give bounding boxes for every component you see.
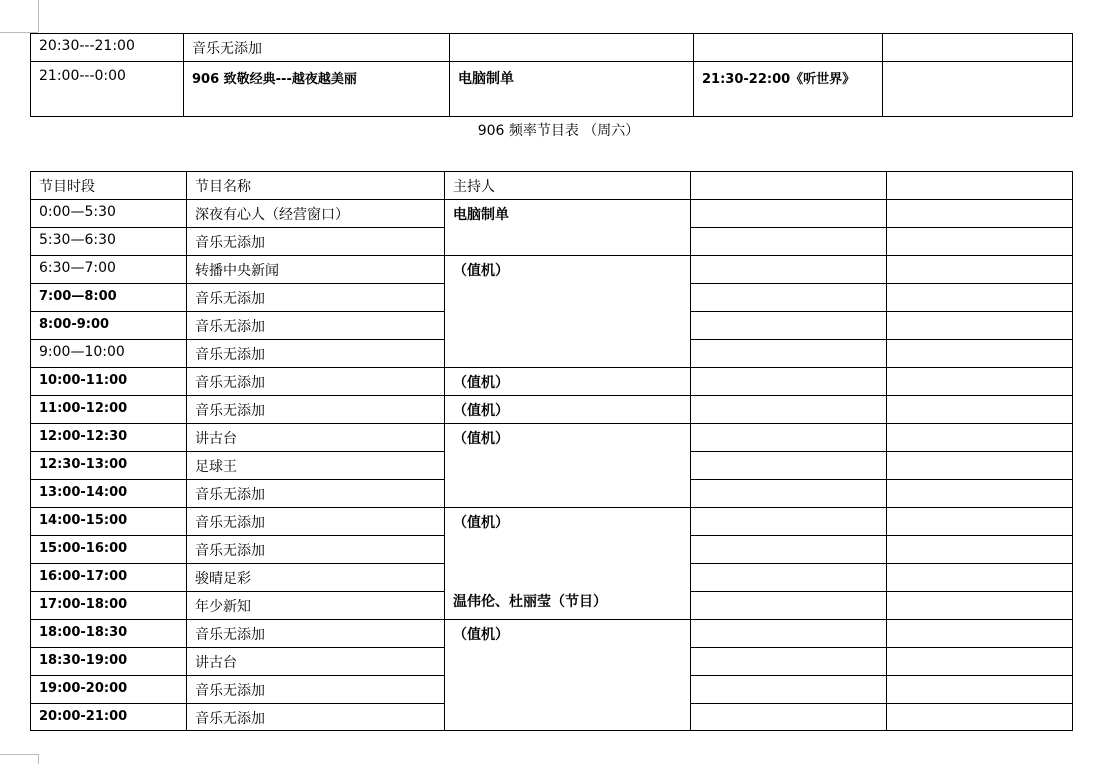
program-name-cell: 音乐无添加 [187, 704, 445, 731]
extra-cell [691, 648, 887, 676]
time-cell: 12:30-13:00 [31, 452, 187, 480]
extra-cell [887, 592, 1073, 620]
table-row [31, 200, 1073, 228]
host-cell: （值机） [445, 424, 691, 508]
program-name-cell: 深夜有心人（经营窗口） [187, 200, 445, 228]
extra-cell [691, 396, 887, 424]
time-cell: 14:00-15:00 [31, 508, 187, 536]
column-header-extra [691, 172, 887, 200]
page-corner-mark [38, 754, 39, 764]
extra-cell [883, 62, 1073, 117]
extra-cell [887, 704, 1073, 731]
column-header-host: 主持人 [445, 172, 691, 200]
table-row [31, 34, 1073, 62]
page-corner-mark [0, 754, 38, 755]
note-cell: 21:30-22:00《听世界》 [694, 62, 883, 117]
time-cell: 11:00-12:00 [31, 396, 187, 424]
extra-cell [887, 452, 1073, 480]
extra-cell [887, 256, 1073, 284]
time-cell: 16:00-17:00 [31, 564, 187, 592]
program-name-cell: 骏晴足彩 [187, 564, 445, 592]
program-name-cell: 音乐无添加 [187, 284, 445, 312]
extra-cell [887, 312, 1073, 340]
host-cell: （值机） [445, 620, 691, 731]
program-name-cell: 音乐无添加 [187, 536, 445, 564]
host-cell: （值机） [445, 256, 691, 368]
extra-cell [887, 676, 1073, 704]
program-name-cell: 音乐无添加 [187, 620, 445, 648]
program-name-cell: 讲古台 [187, 424, 445, 452]
column-header-name: 节目名称 [187, 172, 445, 200]
extra-cell [691, 704, 887, 731]
program-name-cell: 音乐无添加 [187, 228, 445, 256]
extra-cell [883, 34, 1073, 62]
extra-cell [694, 34, 883, 62]
extra-cell [887, 424, 1073, 452]
time-cell: 10:00-11:00 [31, 368, 187, 396]
extra-cell [691, 340, 887, 368]
program-name-cell: 讲古台 [187, 648, 445, 676]
extra-cell [691, 508, 887, 536]
extra-cell [887, 228, 1073, 256]
schedule-table-saturday [30, 171, 1073, 731]
time-cell: 13:00-14:00 [31, 480, 187, 508]
program-name-cell: 音乐无添加 [187, 368, 445, 396]
host-cell: （值机） [445, 368, 691, 396]
extra-cell [887, 564, 1073, 592]
extra-cell [691, 564, 887, 592]
extra-cell [887, 368, 1073, 396]
time-cell: 15:00-16:00 [31, 536, 187, 564]
time-cell: 19:00-20:00 [31, 676, 187, 704]
extra-cell [887, 200, 1073, 228]
time-cell: 21:00---0:00 [31, 62, 184, 117]
program-name-cell: 音乐无添加 [187, 508, 445, 536]
program-name-cell: 音乐无添加 [187, 396, 445, 424]
time-cell: 7:00—8:00 [31, 284, 187, 312]
extra-cell [691, 368, 887, 396]
extra-cell [887, 480, 1073, 508]
extra-cell [887, 536, 1073, 564]
table-header-row [31, 172, 1073, 200]
time-cell: 6:30—7:00 [31, 256, 187, 284]
table-row [31, 62, 1073, 117]
time-cell: 20:30---21:00 [31, 34, 184, 62]
host-names-label: 温伟伦、杜丽莹（节目） [453, 594, 607, 610]
program-name-cell: 906 致敬经典---越夜越美丽 [184, 62, 450, 117]
extra-cell [691, 228, 887, 256]
table-row [31, 508, 1073, 536]
table-row [31, 256, 1073, 284]
extra-cell [691, 452, 887, 480]
table-row [31, 368, 1073, 396]
extra-cell [887, 620, 1073, 648]
extra-cell [691, 200, 887, 228]
extra-cell [691, 536, 887, 564]
program-name-cell: 音乐无添加 [187, 340, 445, 368]
program-name-cell: 转播中央新闻 [187, 256, 445, 284]
column-header-time: 节目时段 [31, 172, 187, 200]
schedule-table-previous [30, 33, 1073, 117]
program-name-cell: 音乐无添加 [187, 676, 445, 704]
extra-cell [691, 592, 887, 620]
extra-cell [887, 340, 1073, 368]
time-cell: 18:30-19:00 [31, 648, 187, 676]
table-row [31, 424, 1073, 452]
extra-cell [691, 620, 887, 648]
extra-cell [691, 256, 887, 284]
extra-cell [691, 424, 887, 452]
program-name-cell: 音乐无添加 [184, 34, 450, 62]
host-cell [450, 34, 694, 62]
program-name-cell: 音乐无添加 [187, 312, 445, 340]
time-cell: 12:00-12:30 [31, 424, 187, 452]
host-cell [445, 508, 691, 620]
column-header-extra [887, 172, 1073, 200]
extra-cell [691, 676, 887, 704]
program-name-cell: 年少新知 [187, 592, 445, 620]
host-cell: 电脑制单 [450, 62, 694, 117]
table-row [31, 620, 1073, 648]
host-cell: （值机） [445, 396, 691, 424]
extra-cell [691, 480, 887, 508]
extra-cell [887, 508, 1073, 536]
extra-cell [887, 396, 1073, 424]
host-duty-label: （值机） [453, 515, 509, 531]
extra-cell [887, 648, 1073, 676]
program-name-cell: 音乐无添加 [187, 480, 445, 508]
time-cell: 20:00-21:00 [31, 704, 187, 731]
extra-cell [691, 284, 887, 312]
table-caption: 906 频率节目表 （周六） [477, 123, 640, 139]
time-cell: 8:00-9:00 [31, 312, 187, 340]
time-cell: 18:00-18:30 [31, 620, 187, 648]
time-cell: 5:30—6:30 [31, 228, 187, 256]
extra-cell [691, 312, 887, 340]
time-cell: 9:00—10:00 [31, 340, 187, 368]
table-row [31, 396, 1073, 424]
host-cell: 电脑制单 [445, 200, 691, 256]
time-cell: 0:00—5:30 [31, 200, 187, 228]
program-name-cell: 足球王 [187, 452, 445, 480]
time-cell: 17:00-18:00 [31, 592, 187, 620]
extra-cell [887, 284, 1073, 312]
page-corner-mark [38, 0, 39, 32]
